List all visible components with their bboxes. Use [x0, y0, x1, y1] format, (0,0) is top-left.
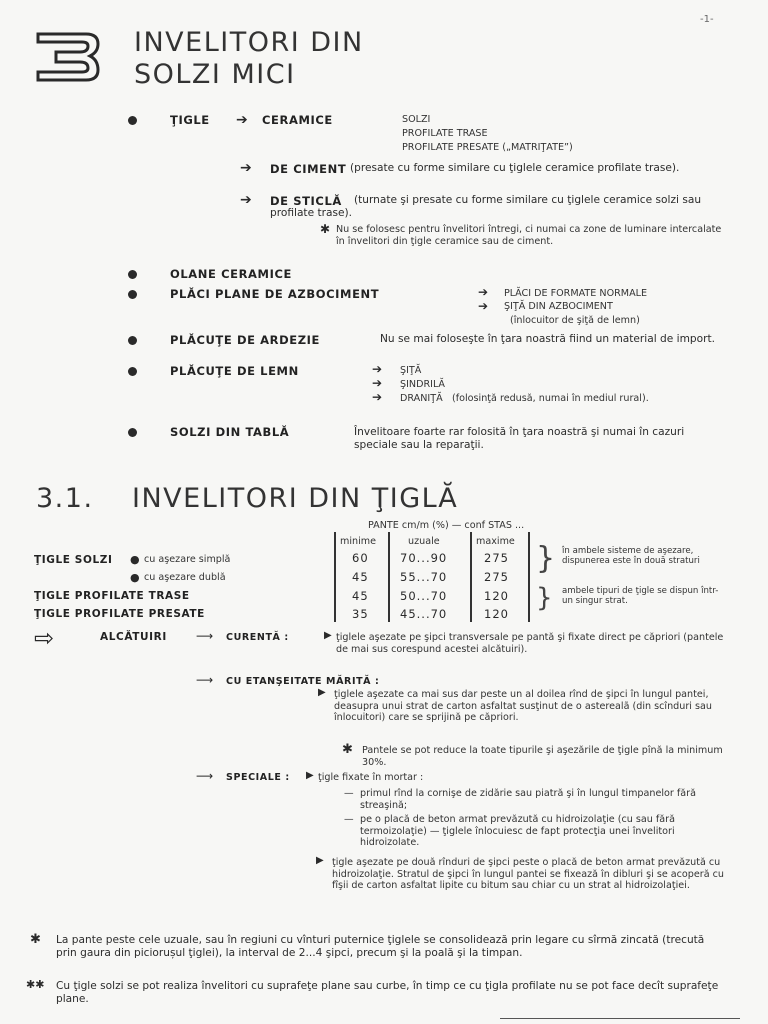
bullet-icon [128, 336, 137, 345]
tabla-label: SOLZI DIN TABLĂ [170, 425, 290, 439]
ceramice-type: SOLZI [402, 114, 431, 125]
lemn-item: DRANIŢĂ [400, 393, 443, 404]
bullet-icon [128, 290, 137, 299]
olane-label: OLANE CERAMICE [170, 267, 292, 281]
row-label: ŢIGLE SOLZI [34, 554, 113, 566]
col-header-max: maxime [476, 536, 515, 547]
bullet-icon [128, 116, 137, 125]
etans-note: Pantele se pot reduce la toate tipurile şi aşezările de ţigle pînă la minimum 30%. [362, 745, 723, 768]
curenta-label: CURENTĂ : [226, 632, 289, 643]
arrow-right-icon: ➔ [372, 376, 383, 390]
cell-max: 275 [484, 551, 509, 565]
dranita-desc: (folosinţă redusă, numai în mediul rural). [452, 393, 649, 404]
bottom-rule [500, 1018, 740, 1019]
arrow-right-icon: ➔ [240, 160, 252, 176]
cell-uz: 70...90 [400, 551, 448, 565]
ceramice-type: PROFILATE PRESATE („MATRIŢATE”) [402, 142, 573, 153]
hollow-arrow-icon: ⇨ [34, 624, 55, 652]
cell-uz: 50...70 [400, 589, 448, 603]
brace-icon: } [536, 541, 556, 576]
table-divider [470, 532, 472, 622]
col-header-min: minime [340, 536, 377, 547]
arrow-right-icon: ➔ [478, 299, 489, 313]
azbo-item: ŞIŢĂ DIN AZBOCIMENT [504, 301, 613, 312]
ceramice-label: CERAMICE [262, 113, 333, 127]
table-note2: ambele tipuri de ţigle se dispun într-un singur strat. [562, 586, 719, 606]
table-divider [528, 532, 530, 622]
row-sub: cu aşezare simplă [144, 554, 231, 565]
arrow-right-icon: ⟶ [196, 769, 214, 783]
cell-min: 45 [352, 589, 369, 603]
section-number: 3.1. [36, 483, 94, 514]
chapter-number-badge [34, 28, 102, 86]
triangle-bullet-icon: ▶ [316, 855, 324, 866]
alcatuiri-label: ALCĂTUIRI [100, 631, 167, 643]
brace-icon: } [536, 583, 553, 613]
arrow-right-icon: ➔ [240, 192, 252, 208]
table-note1: în ambele sisteme de aşezare, dispunerea este în două straturi [562, 546, 700, 566]
bullet-icon: ● [130, 571, 140, 584]
bullet-icon: ● [130, 553, 140, 566]
arrow-right-icon: ⟶ [196, 673, 214, 687]
bullet-icon [128, 270, 137, 279]
ardezie-desc: Nu se mai foloseşte în ţara noastră fiind un material de import. [380, 333, 715, 345]
ciment-desc: (presate cu forme similare cu ţiglele ceramice profilate trase). [350, 162, 680, 174]
sticla-label: DE STICLĂ [270, 194, 342, 208]
cell-max: 275 [484, 570, 509, 584]
triangle-bullet-icon: ▶ [324, 630, 332, 641]
cell-uz: 45...70 [400, 607, 448, 621]
cell-max: 120 [484, 607, 509, 621]
footnote-1: La pante peste cele uzuale, sau în regiuni cu vînturi puternice ţiglele se consolidează prin legare cu sîrmă zincată (trecută prin gaura din piciorușul ţiglei), la interval de 2...4 şipci, precum şi la poală şi la timpan. [56, 934, 705, 959]
footnote-2: Cu ţigle solzi se pot realiza învelitori cu suprafeţe plane sau curbe, în timp ce cu ţigla profilate nu se pot face decît suprafeţe plane. [56, 980, 719, 1005]
cell-min: 35 [352, 607, 369, 621]
arrow-right-icon: ⟶ [196, 629, 214, 643]
row-sub: cu aşezare dublă [144, 572, 226, 583]
col-header-uz: uzuale [408, 536, 440, 547]
etans-text: ţiglele aşezate ca mai sus dar peste un al doilea rînd de şipci în lungul pantei, deasupra unui strat de carton asfaltat susţinut de o asterealã (din scînduri sau înlocuitori) care se sprijină pe căpriori. [334, 689, 712, 723]
arrow-right-icon: ➔ [372, 362, 383, 376]
table-divider [334, 532, 336, 622]
lemn-item: ŞINDRILĂ [400, 379, 445, 390]
arrow-right-icon: ➔ [372, 390, 383, 404]
placi-azbo-label: PLĂCI PLANE DE AZBOCIMENT [170, 287, 380, 301]
sticla-desc: (turnate şi presate cu forme similare cu ţiglele ceramice solzi sau profilate trase). [270, 194, 702, 219]
row-label: ŢIGLE PROFILATE PRESATE [34, 608, 205, 620]
arrow-right-icon: ➔ [478, 285, 489, 299]
chapter-number-outline [34, 28, 102, 86]
cell-min: 60 [352, 551, 369, 565]
ardezie-label: PLĂCUŢE DE ARDEZIE [170, 333, 320, 347]
asterisk-icon: ✱ [342, 742, 353, 757]
chapter-title-line2: SOLZI MICI [134, 59, 296, 90]
etans-label: CU ETANŞEITATE MĂRITĂ : [226, 676, 380, 687]
bullet-icon [128, 367, 137, 376]
cell-uz: 55...70 [400, 570, 448, 584]
azbo-item: PLĂCI DE FORMATE NORMALE [504, 288, 648, 299]
tabla-desc: Învelitoare foarte rar folosită în ţara noastră şi numai în cazuri speciale sau la reparaţii. [354, 426, 685, 451]
lemn-label: PLĂCUŢE DE LEMN [170, 364, 299, 378]
cell-max: 120 [484, 589, 509, 603]
ciment-label: DE CIMENT [270, 162, 347, 176]
double-asterisk-icon: ✱✱ [26, 978, 45, 991]
asterisk-icon: ✱ [320, 222, 331, 236]
row-label: ŢIGLE PROFILATE TRASE [34, 590, 190, 602]
triangle-bullet-icon: ▶ [306, 770, 314, 781]
page-number: -1- [700, 14, 714, 25]
ceramice-type: PROFILATE TRASE [402, 128, 488, 139]
table-divider [388, 532, 390, 622]
table-header: PANTE cm/m (%) — conf STAS ... [368, 520, 525, 531]
speciale-d1: primul rînd la cornişe de zidărie sau piatră şi în lungul timpanelor fără streaşină; [360, 788, 696, 811]
tigle-label: ŢIGLE [170, 113, 210, 127]
sticla-note: Nu se folosesc pentru învelitori întregi, ci numai ca zone de luminare intercalate în învelitori din ţigle ceramice sau de ciment. [336, 224, 722, 247]
triangle-bullet-icon: ▶ [318, 687, 326, 698]
speciale-p2: ţigle aşezate pe două rînduri de şipci peste o placă de beton armat prevăzută cu hidroizolaţie. Stratul de şipci în lungul pantei se fixează în dibluri şi se acoperă cu fîşii de carton asfaltat lipite cu bitum sau chiar cu un strat al hidroizolaţiei. [332, 857, 725, 891]
bullet-icon [128, 428, 137, 437]
dash-icon: — [344, 814, 354, 825]
curenta-text: ţiglele aşezate pe şipci transversale pe pantă şi fixate direct pe căpriori (pantele de mai sus corespund acestei alcătuiri). [336, 632, 724, 655]
speciale-label: SPECIALE : [226, 772, 290, 783]
lemn-item: ŞIŢĂ [400, 365, 422, 376]
cell-min: 45 [352, 570, 369, 584]
dash-icon: — [344, 788, 354, 799]
speciale-d2: pe o placă de beton armat prevăzută cu hidroizolaţie (cu sau fără termoizolaţie) — ţiglele înlocuiesc de fapt protecţia unei învelitori hidroizolate. [360, 814, 675, 848]
section-title: INVELITORI DIN ŢIGLĂ [132, 483, 459, 514]
arrow-right-icon: ➔ [236, 112, 248, 128]
asterisk-icon: ✱ [30, 932, 41, 947]
speciale-intro: ţigle fixate în mortar : [318, 772, 424, 783]
chapter-title-line1: INVELITORI DIN [134, 27, 364, 58]
azbo-item: (înlocuitor de şiţă de lemn) [510, 315, 640, 326]
